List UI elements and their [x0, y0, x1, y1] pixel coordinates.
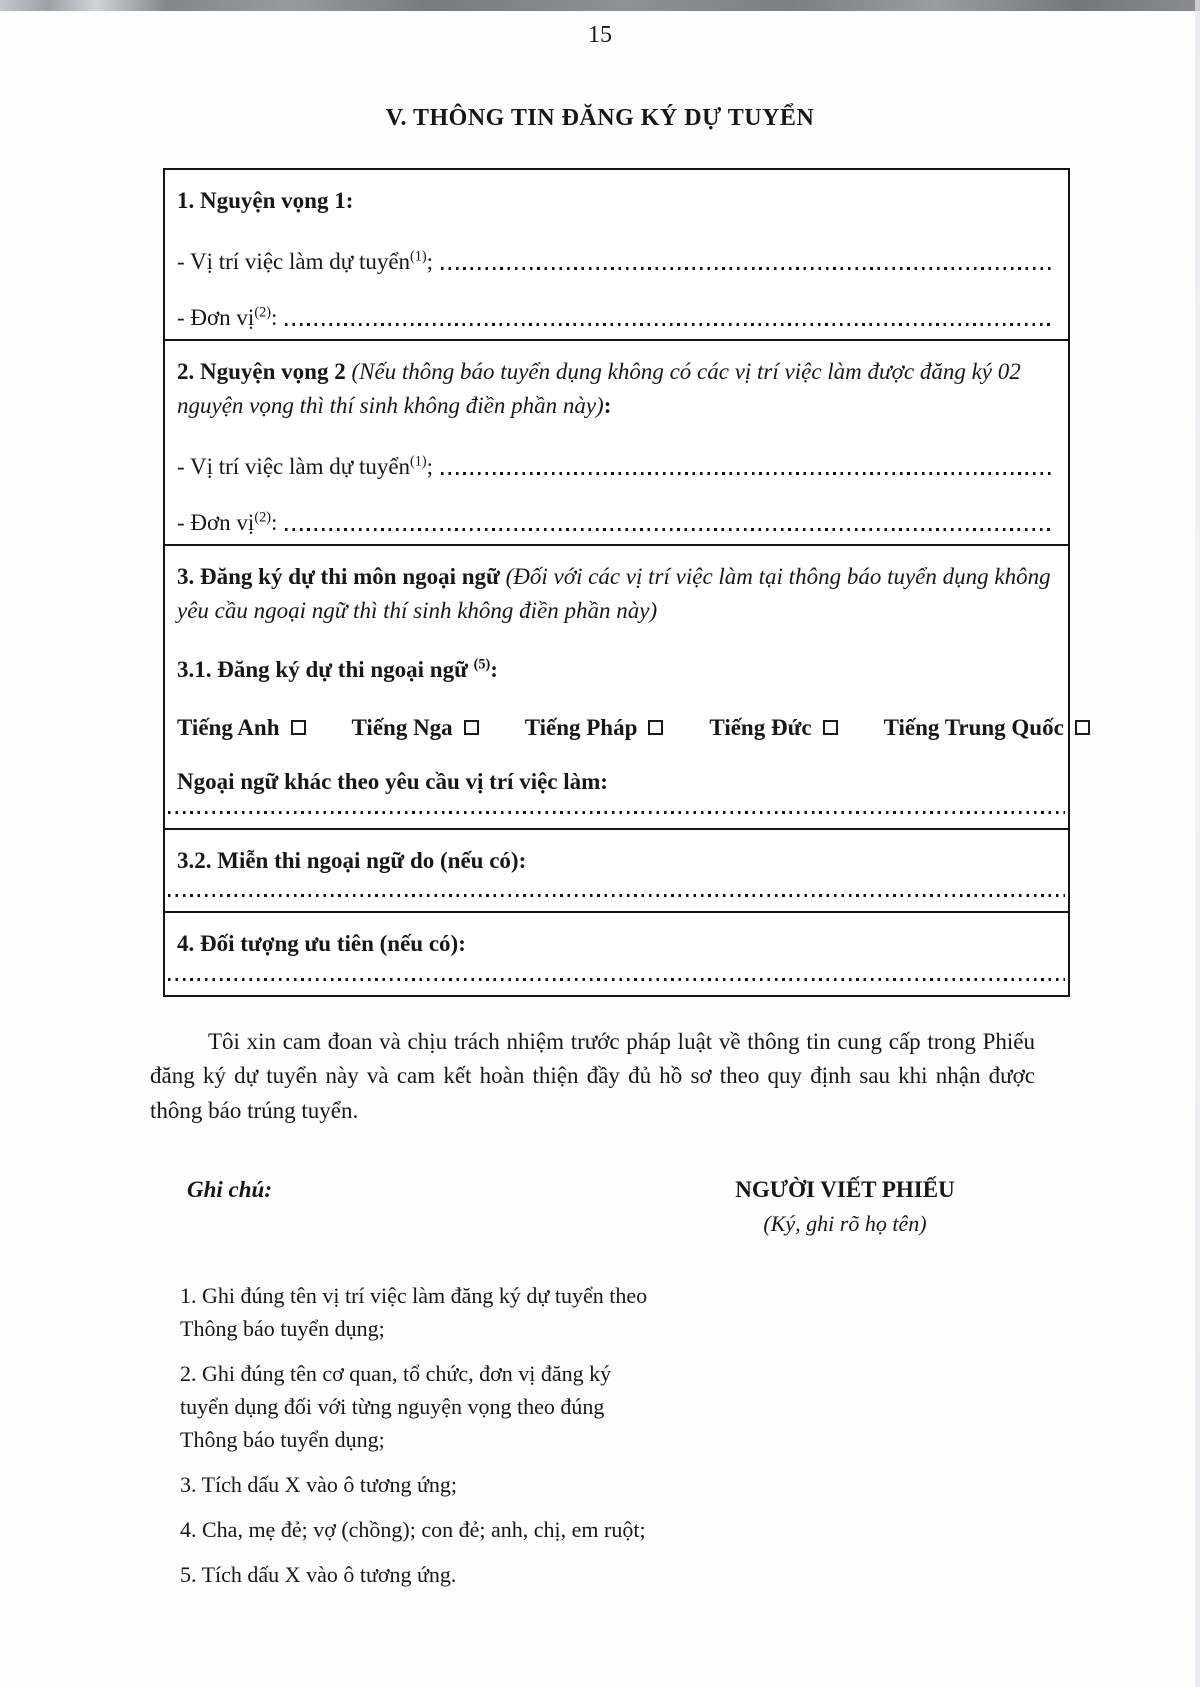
checkbox-tieng-nga[interactable] — [464, 720, 479, 735]
dotted-fill-line — [441, 267, 1052, 270]
field-unit-1 — [165, 305, 1068, 331]
declaration-paragraph: Tôi xin cam đoan và chịu trách nhiệm trước pháp luật về thông tin cung cấp trong Phiếu đăng ký dự tuyển này và cam kết hoàn thiện đầy đủ hồ sơ theo quy định sau khi nhận được thông báo trúng tuyển. — [150, 1028, 1035, 1124]
footnote-ref-1: (1) — [410, 452, 427, 469]
note-item-4: 4. Cha, mẹ đẻ; vợ (chồng); con đẻ; anh, chị, em ruột; — [180, 1517, 646, 1543]
section-nguyen-vong-1 — [165, 170, 1068, 341]
signature-block — [665, 1177, 1025, 1237]
dotted-fill-line — [285, 528, 1052, 531]
signature-title: NGƯỜI VIẾT PHIẾU — [735, 1177, 955, 1203]
section-nguyen-vong-2 — [165, 341, 1068, 546]
footnote-ref-2: (2) — [254, 508, 271, 525]
language-options — [165, 715, 1068, 741]
dotted-fill-line — [168, 894, 1065, 897]
language-option-chinese: Tiếng Trung Quốc — [884, 715, 1090, 741]
section3-2-heading: 3.2. Miễn thi ngoại ngữ do (nếu có): — [177, 847, 527, 873]
page-number: 15 — [588, 22, 612, 48]
field-position-1-label: - Vị trí việc làm dự tuyển$^{(1)}$; — [177, 247, 434, 274]
dotted-fill-line — [285, 323, 1052, 326]
field-unit-2 — [165, 510, 1068, 536]
language-option-french: Tiếng Pháp — [525, 715, 664, 741]
dotted-fill-line — [168, 978, 1065, 981]
notes-list — [180, 1279, 658, 1591]
section3-heading: 3. Đăng ký dự thi môn ngoại ngữ (Đối với các vị trí việc làm tại thông báo tuyển dụng không yêu cầu ngoại ngữ thì thí sinh không điền phần này) — [177, 563, 1051, 623]
registration-form-table — [163, 168, 1070, 997]
section-mien-thi-ngoai-ngu — [165, 830, 1068, 914]
footnote-ref-5: (5) — [473, 655, 491, 672]
signature-subtitle: (Ký, ghi rõ họ tên) — [763, 1211, 927, 1237]
note-item-1: 1. Ghi đúng tên vị trí việc làm đăng ký dự tuyển theo Thông báo tuyển dụng; — [180, 1283, 648, 1342]
note-item-5: 5. Tích dấu X vào ô tương ứng. — [180, 1562, 457, 1588]
field-position-1 — [165, 249, 1068, 275]
section1-heading: 1. Nguyện vọng 1: — [177, 188, 354, 213]
language-option-german: Tiếng Đức — [709, 715, 837, 741]
language-option-russian: Tiếng Nga — [352, 715, 479, 741]
checkbox-tieng-phap[interactable] — [648, 720, 663, 735]
field-position-2-label: - Vị trí việc làm dự tuyển$^{(1)}$; — [177, 452, 434, 479]
field-unit-2-label: - Đơn vị$^{(2)}$: — [177, 508, 278, 535]
page-title: V. THÔNG TIN ĐĂNG KÝ DỰ TUYỂN — [385, 105, 815, 131]
scan-artifact-top-bar — [0, 0, 1200, 11]
footnote-ref-2: (2) — [254, 303, 271, 320]
dotted-fill-line — [168, 811, 1065, 814]
notes-heading: Ghi chú: — [187, 1177, 272, 1203]
section2-heading: 2. Nguyện vọng 2 (Nếu thông báo tuyển dụng không có các vị trí việc làm được đăng ký 02 nguyện vọng thì thí sinh không điền phần này): — [177, 358, 1021, 418]
section4-heading: 4. Đối tượng ưu tiên (nếu có): — [177, 931, 466, 956]
section-doi-tuong-uu-tien — [165, 913, 1068, 995]
field-position-2 — [165, 454, 1068, 480]
checkbox-tieng-duc[interactable] — [823, 720, 838, 735]
other-language-label: Ngoại ngữ khác theo yêu cầu vị trí việc làm: — [177, 768, 608, 794]
dotted-fill-line — [441, 472, 1052, 475]
footnote-ref-1: (1) — [410, 247, 427, 264]
checkbox-tieng-trung-quoc[interactable] — [1075, 720, 1090, 735]
note-item-3: 3. Tích dấu X vào ô tương ứng; — [180, 1472, 458, 1498]
field-unit-1-label: - Đơn vị$^{(2)}$: — [177, 303, 278, 330]
notes-and-signature-row — [0, 1177, 1200, 1237]
language-option-english: Tiếng Anh — [177, 715, 306, 741]
note-item-2: 2. Ghi đúng tên cơ quan, tổ chức, đơn vị đăng ký tuyển dụng đối với từng nguyện vọng theo đúng Thông báo tuyển dụng; — [180, 1361, 612, 1453]
section-ngoai-ngu — [165, 546, 1068, 830]
checkbox-tieng-anh[interactable] — [291, 720, 306, 735]
scan-artifact-right-edge — [1195, 0, 1200, 1687]
section3-1-heading: 3.1. Đăng ký dự thi ngoại ngữ $^{(5)}$: — [177, 655, 498, 682]
